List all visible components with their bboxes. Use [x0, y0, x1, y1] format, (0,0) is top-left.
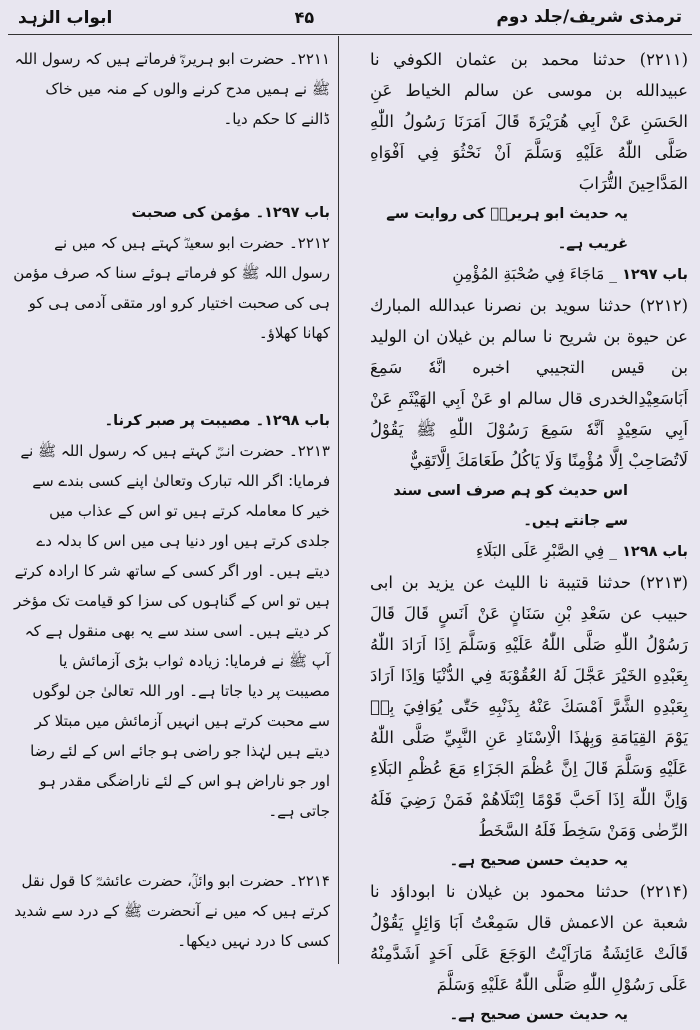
hadith-2211-arabic: (۲۲۱۱) حدثنا محمد بن عثمان الكوفي نا عبيدالله بن موسى عن سالم الخياط عَنِ الحَسَنِ عَنْ اَبِي هُرَيْرَةَ قَالَ اَمَرَنَا رَسُولُ اللّٰهِ صَلَّى اللّٰهُ عَلَيْهِ وَسَلَّمَ اَنْ نَحْثُوَ فِي اَفْوَاهِ المَدَّاحِينَ التُّرَابَ [370, 50, 688, 193]
translation-2212: ۲۲۱۲۔ حضرت ابو سعیدؓ کہتے ہیں کہ میں نے رسول اللہ ﷺ کو فرماتے ہوئے سنا کہ صرف مؤمن ہی کی صحبت اختیار کرو اور متقی آدمی ہی کو کھانا کھلاؤ۔ [13, 234, 330, 342]
chapter-title: ابواب الزہد [18, 7, 113, 28]
note-2211: یہ حدیث ابو ہریرہؓ کی روایت سے غریب ہے۔ [386, 206, 628, 252]
bab-1298-number: باب ۱۲۹۸ [622, 544, 688, 560]
hadith-2212-arabic: (۲۲۱۲) حدثنا سويد بن نصرنا عبدالله المبارك عن حيوة بن شريح نا سالم بن غيلان ان الوليد بن قيس التجيبي اخبره انَّهٗ سَمِعَ اَبَاسَعِيْدِالخدرى قال سالم او عَنْ اَبِي الهَيْثَمِ عَنْ اَبِي سَعِيْدٍ اَنَّهٗ سَمِعَ رَسُوْلَ اللّٰهِ ﷺ يَقُوْلُ لَاتُصَاحِبْ اِلَّا مُؤْمِنًا وَلَا يَاكُلُ طَعَامَكَ اِلَّاتَقِيٌّ [370, 296, 688, 470]
bab-1297-number: باب ۱۲۹۷ [622, 267, 688, 283]
translation-2213: ۲۲۱۳۔ حضرت انسؓ کہتے ہیں کہ رسول اللہ ﷺ نے فرمایا: اگر اللہ تبارک وتعالیٰ اپنے کسی بندے سے خیر کا معاملہ کرتے ہیں تو اس کے عذاب میں جلدی کرتے ہیں اور دنیا ہی میں اس کا بدلہ دے دیتے ہیں۔ اور اگر کسی کے ساتھ شر کا ارادہ کرتے ہیں تو اس کے گناہوں کی سزا کو قیامت تک مؤخر کر دیتے ہیں۔ اسی سند سے یہ بھی منقول ہے کہ آپ ﷺ نے فرمایا: زیادہ ثواب بڑی آزمائش یا مصیبت پر دیا جاتا ہے۔ اور اللہ تعالیٰ جن لوگوں سے محبت کرتے ہیں انہیں آزمائش میں مبتلا کر دیتے ہیں لہٰذا جو راضی ہو جائے اس کے لئے رضا اور جو ناراض ہو اس کے لئے ناراضگی مقدر ہو جاتی ہے۔ [13, 442, 330, 820]
book-title: ترمذی شریف/جلد دوم [496, 7, 682, 27]
page-header [0, 0, 700, 34]
bab-1297-urdu: باب ۱۲۹۷۔ مؤمن کی صحبت [131, 205, 330, 221]
column-divider [338, 36, 339, 964]
bab-1297-title: _ مَاجَاءَ فِي صُحْبَةِ المُؤْمِنِ [452, 265, 618, 283]
note-2212: اس حدیث کو ہم صرف اسی سند سے جانتے ہیں۔ [393, 483, 628, 529]
note-2213: یہ حدیث حسن صحیح ہے۔ [449, 853, 628, 869]
bab-1298-heading [370, 536, 688, 567]
urdu-column [12, 44, 330, 964]
note-2214: یہ حدیث حسن صحیح ہے۔ [449, 1007, 628, 1023]
translation-2214: ۲۲۱۴۔ حضرت ابو وائلؒ، حضرت عائشہؓ کا قول نقل کرتے ہیں کہ میں نے آنحضرت ﷺ کے درد سے شدید کسی کا درد نہیں دیکھا۔ [14, 872, 330, 950]
page-number: ۴۵ [294, 7, 315, 27]
arabic-column [370, 44, 688, 1023]
hadith-2213-arabic: (۲۲۱۳) حدثنا قتيبة نا الليث عن يزيد بن ابى حبيب عن سَعْدِ بْنِ سَنَانٍ عَنْ اَنَسٍ قَالَ قَالَ رَسُوْلُ اللّٰهِ صَلَّى اللّٰهُ عَلَيْهِ وَسَلَّمَ اِذَا اَرَادَ اللّٰهُ بِعَبْدِهِ الخَيْرَ عَجَّلَ لَهُ العُقُوْبَةَ فِي الدُّنْيَا وَاِذَا اَرَادَ بِعَبْدِهِ الشَّرَّ اَمْسَكَ عَنْهُ بِذَنْبِهِ حَتّٰى يُوَافِيَ بِهٖ يَوْمَ القِيَامَةِ وَبِهٰذَا الْاِسْنَادِ عَنِ النَّبِيِّ صَلَّى اللّٰهُ عَلَيْهِ وَسَلَّمَ قَالَ اِنَّ عُظْمَ الجَزَاءِ مَعَ عُظْمِ البَلَاءِ وَاِنَّ اللّٰهَ اِذَا اَحَبَّ قَوْمًا اِبْتَلَاهُمْ فَمَنْ رَضِيَ فَلَهُ الرِّضٰى وَمَنْ سَخِطَ فَلَهُ السَّخَطُ [370, 573, 688, 840]
hadith-2214-arabic: (۲۲۱۴) حدثنا محمود بن غيلان نا ابوداؤد نا شعبة عن الاعمش قال سَمِعْتُ اَبَا وَائِلٍ يَقُوْلُ قَالَتْ عَائِشَةُ مَارَاَيْتُ الوَجَعَ عَلَى اَحَدٍ اَشَدَّمِنْهُ عَلَى رَسُوْلِ اللّٰهِ صَلَّى اللّٰهُ عَلَيْهِ وَسَلَّمَ [370, 882, 688, 994]
header-rule [8, 34, 692, 35]
translation-2211: ۲۲۱۱۔ حضرت ابو ہریرہؓ فرماتے ہیں کہ رسول اللہ ﷺ نے ہمیں مدح کرنے والوں کے منہ میں خاک ڈالنے کا حکم دیا۔ [14, 50, 330, 128]
bab-1298-title: _ فِي الصَّبْرِ عَلَى البَلَاءِ [475, 542, 618, 560]
bab-1297-heading [370, 259, 688, 290]
bab-1298-urdu: باب ۱۲۹۸۔ مصیبت پر صبر کرنا۔ [104, 413, 330, 429]
